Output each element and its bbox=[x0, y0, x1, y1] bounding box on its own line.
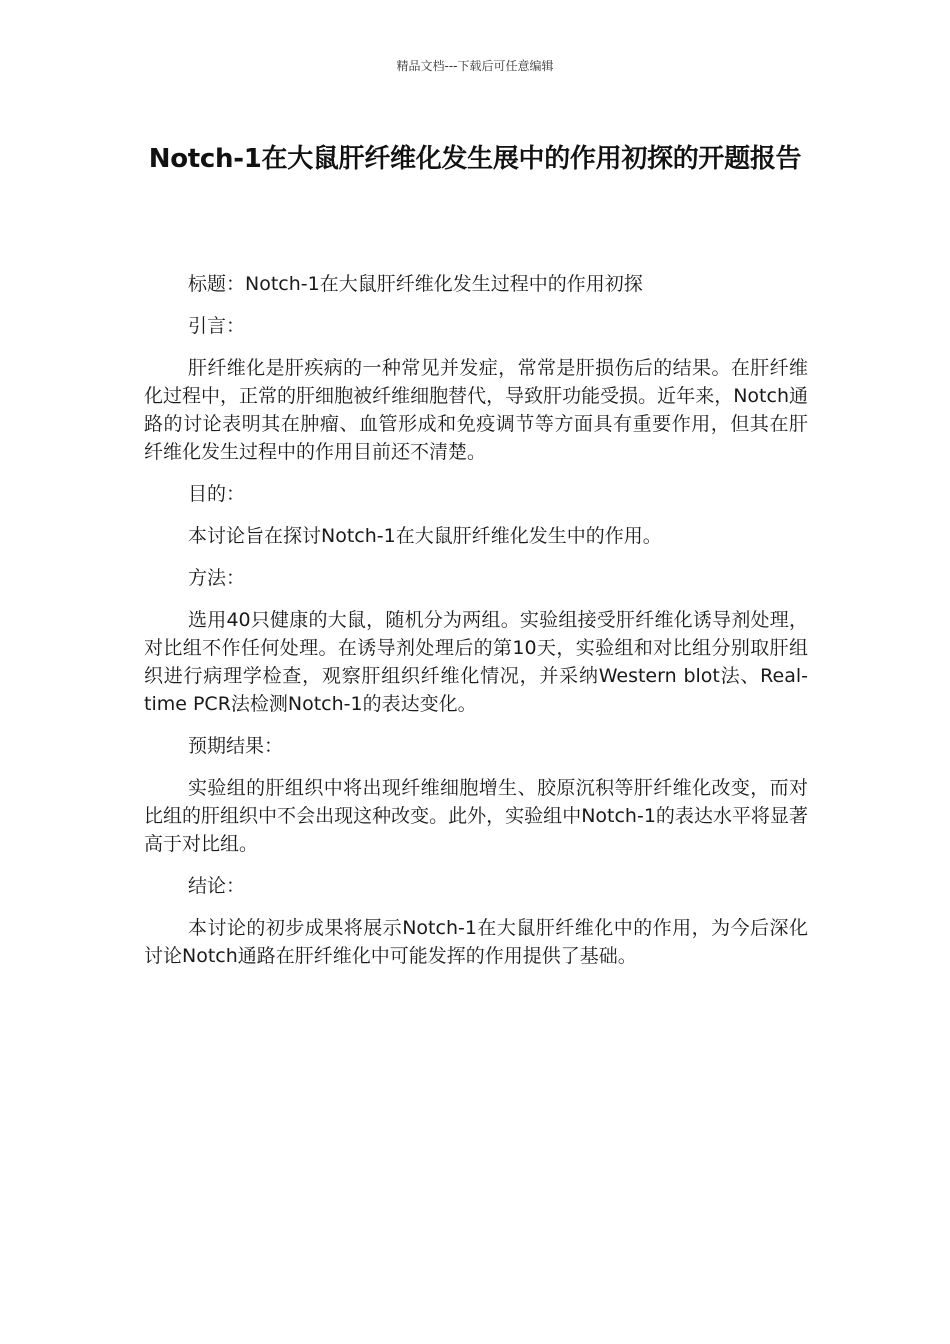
introduction-paragraph: 肝纤维化是肝疾病的一种常见并发症，常常是肝损伤后的结果。在肝纤维化过程中，正常的肝细胞被纤维细胞替代，导致肝功能受损。近年来，Notch通路的讨论表明其在肿瘤、血管形成和免疫调节等方面具有重要作用，但其在肝纤维化发生过程中的作用目前还不清楚。 bbox=[144, 357, 808, 463]
conclusion-paragraph: 本讨论的初步成果将展示Notch-1在大鼠肝纤维化中的作用，为今后深化讨论Notch通路在肝纤维化中可能发挥的作用提供了基础。 bbox=[144, 917, 808, 967]
objective-heading: 目的： bbox=[188, 483, 246, 505]
introduction-heading: 引言： bbox=[188, 315, 246, 337]
conclusion-heading: 结论： bbox=[188, 875, 246, 897]
expected-results-heading: 预期结果： bbox=[188, 735, 284, 757]
expected-results-paragraph: 实验组的肝组织中将出现纤维细胞增生、胶原沉积等肝纤维化改变，而对比组的肝组织中不会出现这种改变。此外，实验组中Notch-1的表达水平将显著高于对比组。 bbox=[144, 777, 808, 855]
document-title: Notch-1在大鼠肝纤维化发生展中的作用初探的开题报告 bbox=[148, 144, 802, 174]
methods-heading: 方法： bbox=[188, 567, 246, 589]
methods-paragraph: 选用40只健康的大鼠，随机分为两组。实验组接受肝纤维化诱导剂处理，对比组不作任何处理。在诱导剂处理后的第10天，实验组和对比组分别取肝组织进行病理学检查，观察肝组织纤维化情况，并采纳Western blot法、Real-time PCR法检测Notch-1的表达变化。 bbox=[144, 609, 808, 715]
document-body bbox=[144, 270, 808, 984]
objective-paragraph: 本讨论旨在探讨Notch-1在大鼠肝纤维化发生中的作用。 bbox=[188, 525, 662, 547]
page-header: 精品文档---下载后可任意编辑 bbox=[396, 59, 554, 73]
topic-label: 标题：Notch-1在大鼠肝纤维化发生过程中的作用初探 bbox=[188, 273, 643, 295]
